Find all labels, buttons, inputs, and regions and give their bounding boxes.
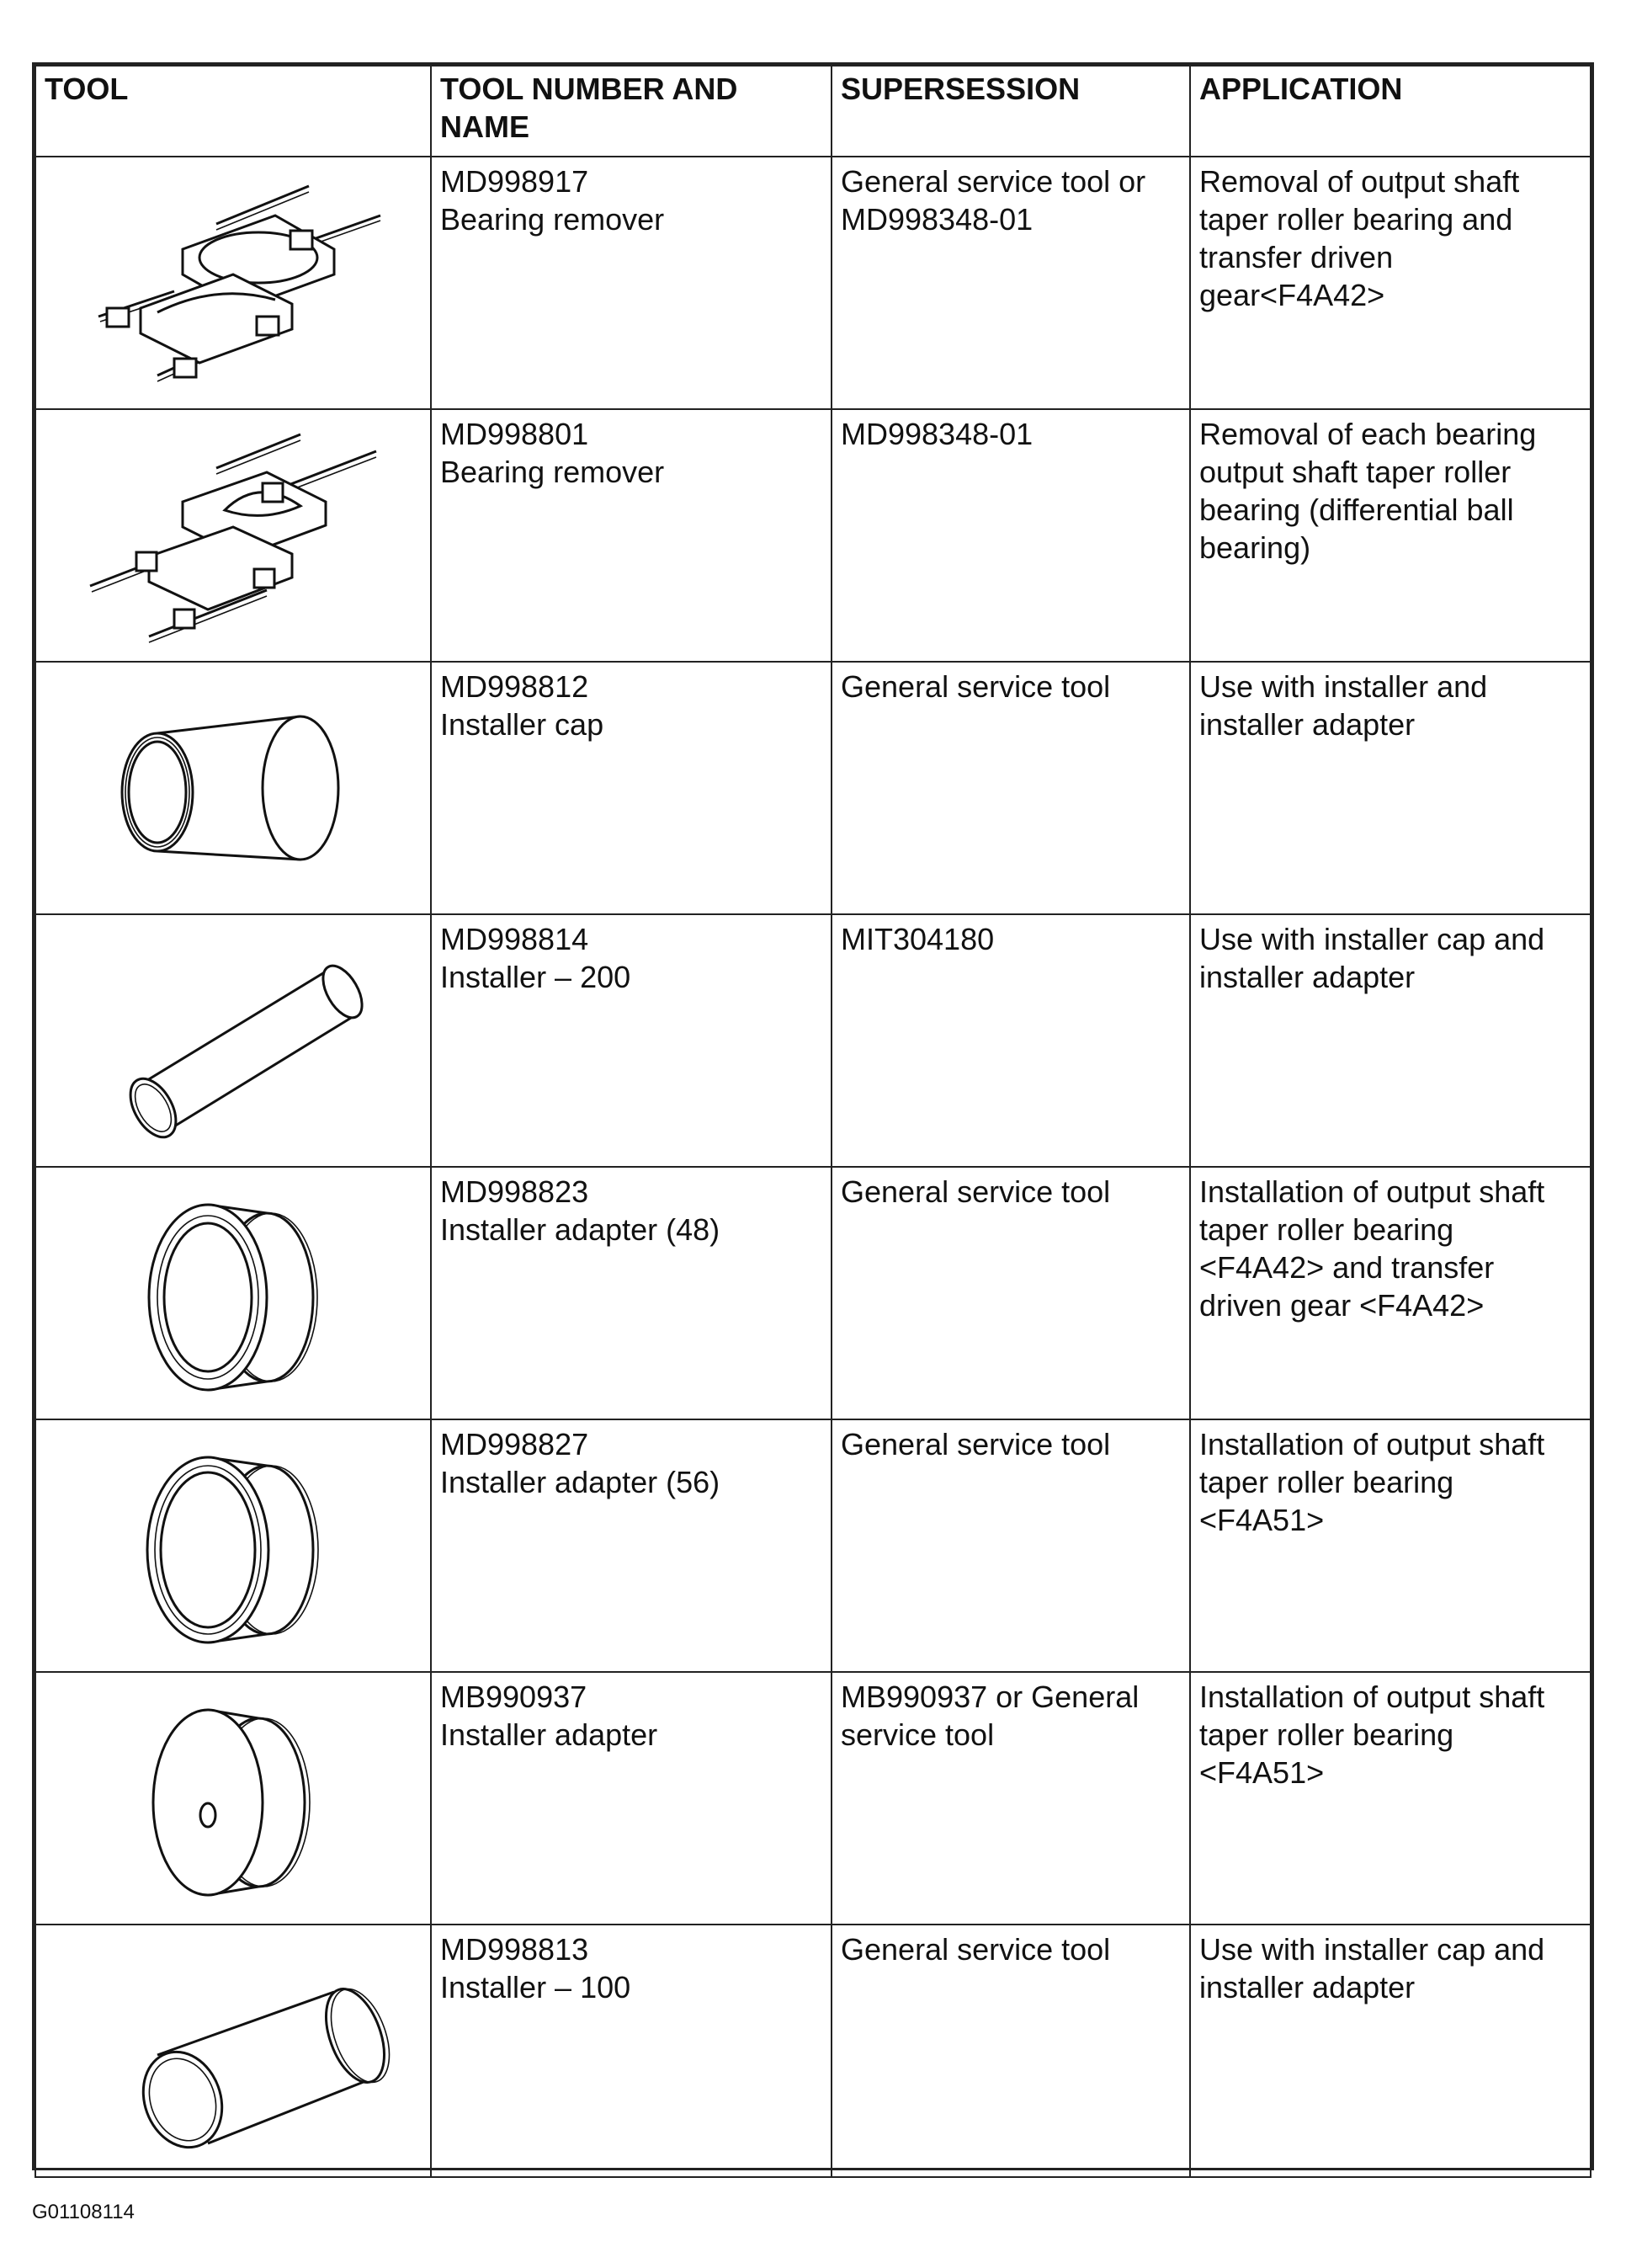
tool-number: MD998813: [440, 1932, 589, 1967]
installer-100-icon: [56, 1933, 410, 2169]
tool-name: Installer adapter: [440, 1717, 658, 1752]
application-cell: Installation of output shaft taper roller bearing <F4A42> and transfer driven gear <F4A42>: [1190, 1167, 1591, 1419]
tool-name: Installer – 100: [440, 1970, 631, 2004]
tool-number-name-cell: [431, 157, 832, 409]
table-header-row: [35, 66, 1591, 157]
bearing-remover-small-icon: [56, 418, 410, 653]
supersession-cell: General service tool: [832, 1419, 1190, 1672]
application-cell: Removal of output shaft taper roller bearing and transfer driven gear<F4A42>: [1190, 157, 1591, 409]
tool-number-name-cell: [431, 409, 832, 662]
installer-cap-icon: [56, 670, 410, 906]
tool-name: Bearing remover: [440, 202, 665, 237]
tool-number: MD998814: [440, 922, 589, 956]
tool-number: MD998812: [440, 669, 589, 704]
tool-name: Installer adapter (56): [440, 1465, 720, 1499]
application-cell: Installation of output shaft taper roller bearing <F4A51>: [1190, 1419, 1591, 1672]
special-tools-table-frame: [32, 62, 1594, 2170]
supersession-cell: General service tool: [832, 1925, 1190, 2177]
tool-number-name-cell: [431, 662, 832, 914]
installer-adapter-48-icon: [56, 1175, 410, 1411]
tool-name: Installer – 200: [440, 960, 631, 994]
tool-number: MD998917: [440, 164, 589, 199]
tool-number-name-cell: [431, 1672, 832, 1925]
application-cell: Use with installer cap and installer adapter: [1190, 914, 1591, 1167]
tool-illustration-cell: [35, 409, 431, 662]
table-row: [35, 409, 1591, 662]
tool-number: MD998801: [440, 417, 589, 451]
tool-illustration-cell: [35, 1925, 431, 2177]
installer-adapter-disc-icon: [56, 1680, 410, 1916]
supersession-cell: MB990937 or General service tool: [832, 1672, 1190, 1925]
tool-number-name-cell: [431, 1167, 832, 1419]
bearing-remover-large-icon: [56, 165, 410, 401]
application-cell: Use with installer cap and installer adapter: [1190, 1925, 1591, 2177]
tool-number: MD998823: [440, 1174, 589, 1209]
table-row: [35, 1419, 1591, 1672]
header-tool: TOOL: [35, 66, 431, 157]
supersession-cell: MD998348-01: [832, 409, 1190, 662]
supersession-cell: MIT304180: [832, 914, 1190, 1167]
application-cell: Removal of each bearing output shaft taper roller bearing (differential ball bearing): [1190, 409, 1591, 662]
tool-name: Bearing remover: [440, 455, 665, 489]
header-application: APPLICATION: [1190, 66, 1591, 157]
tool-illustration-cell: [35, 914, 431, 1167]
application-cell: Installation of output shaft taper roller bearing <F4A51>: [1190, 1672, 1591, 1925]
tool-illustration-cell: [35, 662, 431, 914]
table-row: [35, 157, 1591, 409]
tool-illustration-cell: [35, 1672, 431, 1925]
supersession-cell: General service tool: [832, 662, 1190, 914]
tool-illustration-cell: [35, 1419, 431, 1672]
installer-200-icon: [56, 923, 410, 1158]
figure-code: G01108114: [32, 2201, 135, 2223]
header-tool-number-and-name: TOOL NUMBER AND NAME: [431, 66, 832, 157]
supersession-cell: General service tool or MD998348-01: [832, 157, 1190, 409]
tool-number-name-cell: [431, 1925, 832, 2177]
tool-number-name-cell: [431, 1419, 832, 1672]
installer-adapter-56-icon: [56, 1428, 410, 1664]
tool-name: Installer cap: [440, 707, 604, 742]
table-row: [35, 914, 1591, 1167]
tool-number: MD998827: [440, 1427, 589, 1461]
tool-illustration-cell: [35, 1167, 431, 1419]
table-row: [35, 662, 1591, 914]
tool-illustration-cell: [35, 157, 431, 409]
tool-name: Installer adapter (48): [440, 1212, 720, 1247]
table-row: [35, 1925, 1591, 2177]
application-cell: Use with installer and installer adapter: [1190, 662, 1591, 914]
table-row: [35, 1167, 1591, 1419]
supersession-cell: General service tool: [832, 1167, 1190, 1419]
special-tools-table: [35, 65, 1591, 2178]
header-supersession: SUPERSESSION: [832, 66, 1190, 157]
tool-number: MB990937: [440, 1680, 587, 1714]
table-row: [35, 1672, 1591, 1925]
tool-number-name-cell: [431, 914, 832, 1167]
